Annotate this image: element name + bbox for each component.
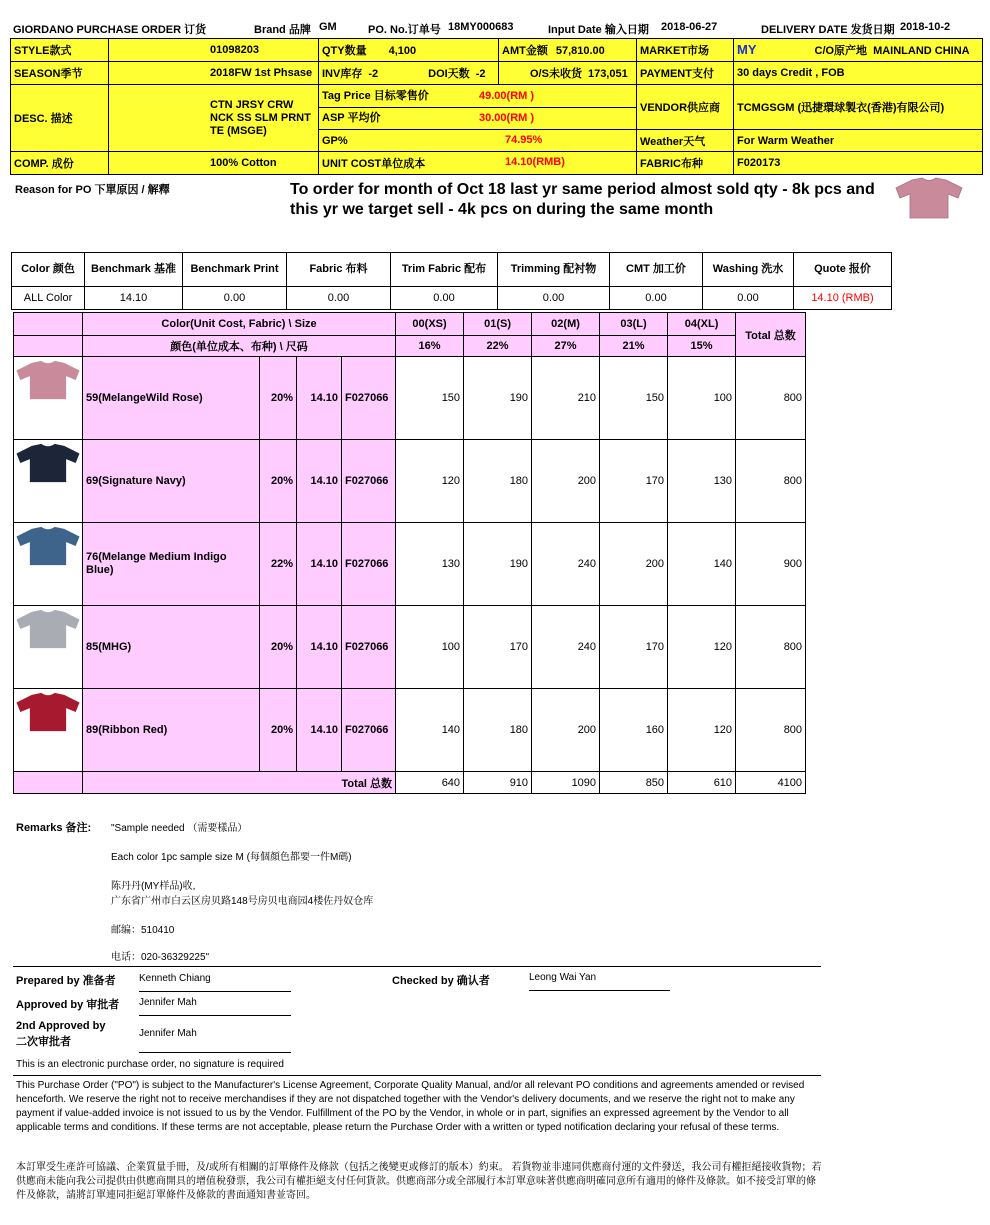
remark-line-6: 电话：020-36329225" bbox=[111, 952, 210, 963]
delivery-date-label: DELIVERY DATE 发货日期 bbox=[761, 24, 895, 36]
qty-l: 200 bbox=[600, 523, 668, 606]
color-pct: 20% bbox=[260, 606, 297, 689]
matrix-corner-top bbox=[14, 313, 83, 336]
row-total: 800 bbox=[736, 440, 806, 523]
qty-l: 170 bbox=[600, 440, 668, 523]
header-row-season bbox=[11, 62, 983, 85]
color-cost: 14.10 bbox=[297, 689, 342, 772]
total-s: 910 bbox=[464, 772, 532, 794]
tshirt-indigo-icon bbox=[14, 525, 82, 567]
cost-head-benchmark-print: Benchmark Print bbox=[183, 253, 287, 287]
delivery-date-value: 2018-10-2 bbox=[900, 21, 951, 33]
brand-value: GM bbox=[319, 21, 337, 33]
row-total: 900 bbox=[736, 523, 806, 606]
size-pct-m: 27% bbox=[532, 336, 600, 357]
header-row-comp bbox=[11, 152, 983, 175]
cost-head-trim-fabric: Trim Fabric 配布 bbox=[391, 253, 498, 287]
reason-text: To order for month of Oct 18 last yr same period almost sold qty - 8k pcs and this yr we target sell - 4k pcs on during the same month bbox=[290, 181, 875, 218]
size-pct-s: 22% bbox=[464, 336, 532, 357]
prepared-label: Prepared by 准备者 bbox=[16, 975, 116, 987]
market-value: MY bbox=[737, 42, 757, 57]
color-cost: 14.10 bbox=[297, 440, 342, 523]
cost-breakdown-table bbox=[11, 252, 892, 310]
total-row-blank bbox=[14, 772, 83, 794]
tag-price-value: 49.00(RM ) bbox=[479, 89, 535, 102]
cost-val-color: ALL Color bbox=[12, 287, 85, 310]
color-fabric: F027066 bbox=[342, 357, 396, 440]
cost-val-trimming: 0.00 bbox=[498, 287, 610, 310]
input-date-label: Input Date 输入日期 bbox=[548, 24, 649, 36]
cost-head-benchmark: Benchmark 基准 bbox=[85, 253, 183, 287]
size-head-xl: 04(XL) bbox=[668, 313, 736, 336]
table-row bbox=[14, 689, 806, 772]
total-m: 1090 bbox=[532, 772, 600, 794]
gp-cell bbox=[319, 130, 637, 152]
tshirt-thumbnail-icon bbox=[894, 176, 964, 220]
size-head-l: 03(L) bbox=[600, 313, 668, 336]
unit-cost-label: UNIT COST单位成本 bbox=[322, 158, 426, 170]
unit-cost-value: 14.10(RMB) bbox=[505, 156, 565, 168]
cost-val-trim-fabric: 0.00 bbox=[391, 287, 498, 310]
color-pct: 20% bbox=[260, 440, 297, 523]
table-row bbox=[14, 606, 806, 689]
po-value: 18MY000683 bbox=[448, 21, 514, 33]
qty-xs: 130 bbox=[396, 523, 464, 606]
fabric-value: F020173 bbox=[734, 152, 983, 175]
approved2-value: Jennifer Mah bbox=[139, 1028, 291, 1053]
remarks-label: Remarks 备注: bbox=[16, 822, 92, 834]
amt-cell bbox=[499, 39, 637, 62]
asp-label: ASP 平均价 bbox=[322, 111, 381, 124]
amt-label: AMT金额 bbox=[502, 45, 548, 57]
qty-l: 170 bbox=[600, 606, 668, 689]
header-row-desc bbox=[11, 85, 983, 130]
comp-label: COMP. 成份 bbox=[11, 152, 109, 175]
market-label: MARKET市场 bbox=[637, 39, 734, 62]
qty-m: 200 bbox=[532, 689, 600, 772]
qty-xs: 120 bbox=[396, 440, 464, 523]
approved-value: Jennifer Mah bbox=[139, 997, 291, 1016]
size-head-s: 01(S) bbox=[464, 313, 532, 336]
matrix-corner-bottom bbox=[14, 336, 83, 357]
style-label: STYLE款式 bbox=[11, 39, 109, 62]
inv-value: -2 bbox=[368, 68, 379, 80]
cost-header-row bbox=[12, 253, 892, 287]
comp-value: 100% Cotton bbox=[109, 152, 319, 175]
vendor-label: VENDOR供应商 bbox=[637, 85, 734, 130]
color-name: 59(MelangeWild Rose) bbox=[83, 357, 260, 440]
weather-value: For Warm Weather bbox=[734, 130, 983, 152]
color-cost: 14.10 bbox=[297, 606, 342, 689]
matrix-total-row bbox=[14, 772, 806, 794]
matrix-total-head: Total 总数 bbox=[736, 313, 806, 357]
tag-price-label: Tag Price 目标零售价 bbox=[322, 89, 429, 102]
remark-line-1: "Sample needed （需要樣品） bbox=[111, 823, 248, 834]
qty-m: 200 bbox=[532, 440, 600, 523]
qty-xl: 120 bbox=[668, 689, 736, 772]
cost-val-fabric: 0.00 bbox=[287, 287, 391, 310]
po-header-grid bbox=[10, 38, 983, 175]
color-fabric: F027066 bbox=[342, 440, 396, 523]
approved2-label-en: 2nd Approved by bbox=[16, 1020, 106, 1032]
co-label: C/O原产地 bbox=[814, 45, 868, 57]
remark-line-3: 陈丹丹(MY样品)收, bbox=[111, 881, 196, 892]
row-total: 800 bbox=[736, 689, 806, 772]
divider-line bbox=[13, 1075, 821, 1076]
table-row bbox=[14, 523, 806, 606]
cost-val-benchmark: 14.10 bbox=[85, 287, 183, 310]
color-pct: 22% bbox=[260, 523, 297, 606]
po-title-bar bbox=[13, 19, 973, 37]
qty-xl: 100 bbox=[668, 357, 736, 440]
asp-value: 30.00(RM ) bbox=[479, 111, 535, 124]
qty-cell bbox=[319, 39, 499, 62]
cost-head-trimming: Trimming 配衬物 bbox=[498, 253, 610, 287]
total-l: 850 bbox=[600, 772, 668, 794]
size-head-m: 02(M) bbox=[532, 313, 600, 336]
table-row bbox=[14, 357, 806, 440]
season-label: SEASON季节 bbox=[11, 62, 109, 85]
total-row-label: Total 总数 bbox=[83, 772, 396, 794]
color-name: 69(Signature Navy) bbox=[83, 440, 260, 523]
grand-total: 4100 bbox=[736, 772, 806, 794]
qty-xl: 140 bbox=[668, 523, 736, 606]
remark-line-5: 邮编：510410 bbox=[111, 925, 175, 936]
remark-line-4: 广东省广州市白云区房贝路148号房贝电商园4楼佐丹奴仓库 bbox=[111, 896, 374, 907]
qty-xs: 100 bbox=[396, 606, 464, 689]
size-matrix-table bbox=[13, 312, 806, 794]
size-pct-xl: 15% bbox=[668, 336, 736, 357]
qty-xs: 150 bbox=[396, 357, 464, 440]
po-label: PO. No.订单号 bbox=[368, 24, 441, 36]
cost-val-quote: 14.10 (RMB) bbox=[794, 287, 892, 310]
color-swatch-cell bbox=[14, 606, 83, 689]
total-xl: 610 bbox=[668, 772, 736, 794]
color-cost: 14.10 bbox=[297, 357, 342, 440]
qty-s: 170 bbox=[464, 606, 532, 689]
season-value: 2018FW 1st Phsase bbox=[109, 62, 319, 85]
color-cost: 14.10 bbox=[297, 523, 342, 606]
color-swatch-cell bbox=[14, 523, 83, 606]
fabric-label: FABRIC布种 bbox=[637, 152, 734, 175]
color-name: 76(Melange Medium Indigo Blue) bbox=[83, 523, 260, 606]
weather-label: Weather天气 bbox=[637, 130, 734, 152]
table-row bbox=[14, 440, 806, 523]
terms-chinese: 本訂單受生產許可協議、企業質量手冊，及/或所有相關的訂單條件及條款（包括之後變更或修訂的版本）約束。 若貨物並非連同供應商付運的文件發送，我公司有權拒絕接收貨物；若供應商未能向我公司提供由供應商開具的增值稅發票，我公司有權拒絕支付任何貨款。供應商部分或全部履行本訂單意味著供應商明確同意所有適用的條件及條款。如不接受訂單的條件及條款，請將訂單連同拒絕訂單條件及條款的書面通知書並寄回。 bbox=[16, 1162, 822, 1201]
approved-label: Approved by 审批者 bbox=[16, 999, 120, 1011]
gp-value: 74.95% bbox=[505, 134, 543, 146]
qty-s: 190 bbox=[464, 523, 532, 606]
qty-xs: 140 bbox=[396, 689, 464, 772]
checked-label: Checked by 确认者 bbox=[392, 975, 490, 987]
inv-label: INV库存 bbox=[322, 68, 363, 80]
desc-label: DESC. 描述 bbox=[11, 85, 109, 152]
cost-val-cmt: 0.00 bbox=[610, 287, 703, 310]
cost-value-row bbox=[12, 287, 892, 310]
qty-m: 240 bbox=[532, 523, 600, 606]
color-fabric: F027066 bbox=[342, 523, 396, 606]
color-swatch-cell bbox=[14, 689, 83, 772]
qty-s: 180 bbox=[464, 689, 532, 772]
qty-s: 190 bbox=[464, 357, 532, 440]
qty-value: 4,100 bbox=[388, 45, 417, 57]
size-pct-xs: 16% bbox=[396, 336, 464, 357]
os-value: 173,051 bbox=[587, 68, 628, 80]
row-total: 800 bbox=[736, 357, 806, 440]
matrix-head-zh: 颜色(单位成本、布种) \ 尺码 bbox=[83, 336, 396, 357]
inv-cell bbox=[319, 62, 499, 85]
input-date-value: 2018-06-27 bbox=[661, 21, 718, 33]
cost-val-benchmark-print: 0.00 bbox=[183, 287, 287, 310]
asp-line bbox=[319, 108, 636, 129]
color-fabric: F027066 bbox=[342, 606, 396, 689]
doi-value: -2 bbox=[475, 68, 486, 80]
divider-line bbox=[13, 966, 821, 967]
qty-xl: 130 bbox=[668, 440, 736, 523]
cost-head-fabric: Fabric 布料 bbox=[287, 253, 391, 287]
remark-line-2: Each color 1pc sample size M (每個顏色都要一件M碼) bbox=[111, 852, 352, 863]
cost-head-cmt: CMT 加工价 bbox=[610, 253, 703, 287]
qty-xl: 120 bbox=[668, 606, 736, 689]
matrix-header-row-2 bbox=[14, 336, 806, 357]
color-swatch-cell bbox=[14, 440, 83, 523]
doi-label: DOI天数 bbox=[428, 68, 470, 80]
qty-l: 150 bbox=[600, 357, 668, 440]
unit-cost-cell bbox=[319, 152, 637, 175]
color-pct: 20% bbox=[260, 689, 297, 772]
size-head-xs: 00(XS) bbox=[396, 313, 464, 336]
color-name: 89(Ribbon Red) bbox=[83, 689, 260, 772]
tag-price-line bbox=[319, 86, 636, 108]
cost-head-washing: Washing 洗水 bbox=[703, 253, 794, 287]
prepared-value: Kenneth Chiang bbox=[139, 973, 291, 992]
qty-m: 210 bbox=[532, 357, 600, 440]
tshirt-wild-rose-icon bbox=[14, 359, 82, 401]
qty-label: QTY数量 bbox=[322, 45, 367, 57]
company-title: GIORDANO PURCHASE ORDER 订货 bbox=[13, 24, 207, 36]
electronic-note: This is an electronic purchase order, no signature is required bbox=[16, 1059, 284, 1070]
size-pct-l: 21% bbox=[600, 336, 668, 357]
market-cell bbox=[734, 39, 983, 62]
total-xs: 640 bbox=[396, 772, 464, 794]
matrix-header-row-1 bbox=[14, 313, 806, 336]
os-cell bbox=[499, 62, 637, 85]
brand-label: Brand 品牌 bbox=[254, 24, 311, 36]
gp-label: GP% bbox=[322, 134, 348, 147]
color-fabric: F027066 bbox=[342, 689, 396, 772]
color-name: 85(MHG) bbox=[83, 606, 260, 689]
reason-label: Reason for PO 下單原因 / 解釋 bbox=[15, 184, 170, 196]
qty-m: 240 bbox=[532, 606, 600, 689]
payment-label: PAYMENT支付 bbox=[637, 62, 734, 85]
cost-val-washing: 0.00 bbox=[703, 287, 794, 310]
os-label: O/S未收货 bbox=[530, 68, 582, 80]
vendor-value: TCMGSGM (迅捷環球製衣(香港)有限公司) bbox=[734, 85, 983, 130]
color-pct: 20% bbox=[260, 357, 297, 440]
qty-s: 180 bbox=[464, 440, 532, 523]
style-value: 01098203 bbox=[109, 39, 319, 62]
checked-value: Leong Wai Yan bbox=[529, 972, 670, 991]
price-cell bbox=[319, 85, 637, 130]
row-total: 800 bbox=[736, 606, 806, 689]
approved2-label-zh: 二次审批者 bbox=[16, 1036, 71, 1048]
terms-english: This Purchase Order ("PO") is subject to the Manufacturer's License Agreement, Corporate Quality Manual, and/or all relevant PO conditions and agreements amended or revised henceforth. We reserve the right not to receive merchandises if they are not dispatched together with the Vendor's delivery documents, and we reserve the right not to make any payment if value-added invoice is not issued to us by the Vendor. Fulfillment of the PO by the Vendor, in whole or in part, signifies an expressed agreement by the Vendor to all applicable terms and conditions. If these terms are not acceptable, please return the Purchase Order with a written or typed notification declaring your refusal of these terms. bbox=[16, 1080, 805, 1133]
qty-l: 160 bbox=[600, 689, 668, 772]
cost-head-quote: Quote 报价 bbox=[794, 253, 892, 287]
tshirt-navy-icon bbox=[14, 442, 82, 484]
tshirt-heather-grey-icon bbox=[14, 608, 82, 650]
matrix-head-en: Color(Unit Cost, Fabric) \ Size bbox=[83, 313, 396, 336]
co-value: MAINLAND CHINA bbox=[873, 45, 970, 57]
cost-head-color: Color 颜色 bbox=[12, 253, 85, 287]
color-swatch-cell bbox=[14, 357, 83, 440]
header-row-style bbox=[11, 39, 983, 62]
tshirt-ribbon-red-icon bbox=[14, 691, 82, 733]
desc-value: CTN JRSY CRW NCK SS SLM PRNT TE (MSGE) bbox=[109, 85, 319, 152]
payment-value: 30 days Credit , FOB bbox=[734, 62, 983, 85]
amt-value: 57,810.00 bbox=[555, 45, 605, 57]
